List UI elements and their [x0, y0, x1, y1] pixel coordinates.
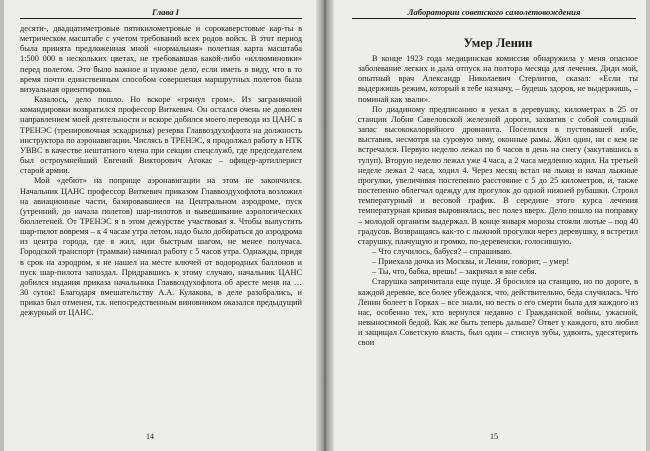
- section-title: Умер Ленин: [463, 36, 533, 50]
- dialogue-line: – Приехала дочка из Москвы, и Ленин, говорит, – умер!: [372, 257, 570, 267]
- chapter-header-label: Глава I: [152, 7, 180, 17]
- page-edge-shadow: [646, 0, 650, 451]
- running-header-left: [20, 6, 302, 19]
- right-page-body: [358, 54, 638, 349]
- page-edge-shadow: [0, 0, 4, 451]
- page-number: 14: [146, 432, 154, 441]
- right-page: [328, 0, 650, 451]
- paragraph: В конце 1923 года медицинская комиссия обнаружила у меня опасное заболевание легких и дала отпуск на полтора месяца для лечения. Диди мой, опытный врач Александр Николаевич Стерлигов, сказал: «Если ты выдержишь режим, который я тебе назначу, – будешь здоров, не выдержишь, – поминай как звали».: [358, 54, 638, 104]
- dialogue-line: – Что случилось, бабуся? – спрашиваю.: [372, 246, 513, 256]
- left-page-body: [20, 24, 302, 319]
- paragraph: Казалось, дело пошло. Но вскоре «грянул гром». Из заграничной командировки возвратился профессор Виткевич. Он остался очень не доволен направлением моей деятельности и вскоре добился моего перевода из ЦАНС в ТРЕНЭС (тренировочная эскадрилья) резерва Главвоздухофлота на должность инструктора по аэронавигации. Числясь в ТРЕНЭС, я продолжал работу в НТК УВВС в качестве нештатного члена при секции спецслужб, где председателем был остроумнейший Евгений Викторович Агокас – офицер-артиллерист старой армии.: [20, 95, 302, 176]
- page-number: 15: [490, 432, 498, 441]
- paragraph: Старушка запричитала еще пуще. Я бросился на станцию, но по дороге, в каждой деревне, все более убеждался, что, действительно, беда случилась. Что Ленин болеет в Горках – все знали, но весть о его смерти была для каждого из нас, особенно тех, кто вернулся недавно с Гражданской войны, ужасной, невыносимой бедой. Как же быть теперь дальше? Ответ у каждого, кто любил и защищал Советскую власть, был один – стиснув зубы, удвоить, удесятерить свои: [358, 277, 638, 348]
- paragraph: По диадиному предписанию я уехал в деревушку, километрах в 25 от станции Лобня Савеловской железной дороги, захватив с собой солидный запас высококалорийного дровнинта. Поселился в пустовавшей избе, выставив, несмотря на суровую зиму, оконные рамы. Жил один, ни с кем не встречался. Первую неделю лежал по 6 часов в день на снегу (закутавшись в тулуп). Вторую неделю лежал уже 4 часа, а 2 часа медленно ходил. На третьей неделе лежал 2 часа, ходил 4. Через месяц встал на лыжи и начал лыжные прогулки, увеличивая постепенно расстояние с 5 до 25 километров, и, также постепенно облегчал одежду для прогулок до одной нижней рубашки. Строил температурный и весовой график. В середине этого курса лечения температурная кривая выровнялась, вес полез вверх. Дело пошло на поправку – молодой организм выдержал. В конце января морозы стояли лютые – под 40 градусов. Возвращаясь как-то с лыжной прогулки через деревушку, я встретил старушку, плачущую и громко, по-деревенски, голосившую.: [358, 104, 638, 246]
- book-gutter: [316, 0, 334, 451]
- dialogue-line: – Ты, что, бабка, врешь! – закричал я вне себя.: [372, 267, 537, 277]
- left-page: [0, 0, 322, 451]
- paragraph: Мой «дебют» на поприще аэронавигации на этом не закончился. Начальник ЦАНС профессор Виткевич приказом Главвоздухофлота возложил на авиационные части, базировавшиеся на Центральном аэродроме, пуск (утренний, до начала полетов) шар-пилотов и вывешивание аэрологических бюллетеней. От ТРЕНЭС я в этом дежурстве участвовал я. Чтобы выпустить шар-пилот вовремя – к 4 часам утра летом, надо было добираться до аэродрома из центра города, где я жил, иди быстрым шагом, не менее получаса. Городской транспорт (трамваи) начинал работу с 5 часов утра. Однажды, придя в срок на аэродром, я не нашел на месте ключей от водородных баллонов и пуск шар-пилота запоздал. Придравшись к этому случаю, начальник ЦАНС добился издания приказа начальника Главвоздухофлота об аресте меня на … 30 суток! Благодаря вмешательству А.А. Кулакова, в деле разобрались, и приказ был отменен, т.к. непосредственным виновником оказался предыдущий дежурный от ЦАНС.: [20, 176, 302, 318]
- paragraph: десяти-, двадцатиметровые пятикилометровые и сорокаверстовые кар-ты в метрическом масштабе с учетом требований всех родов войск. В этот период была принята предложенная мной «нормальная» полетная карта масштаба 1:500 000 в нескольких цветах, не требовавшая какой-либо «иллюминовки» перед полетом. Это было важное и нужное дело, если иметь в виду, что в то время почти единственным способом совершения маршрутных полетов была визуальная ориентировка.: [20, 24, 302, 94]
- running-header-right: Лаборатории советского самолетовождения: [352, 6, 636, 19]
